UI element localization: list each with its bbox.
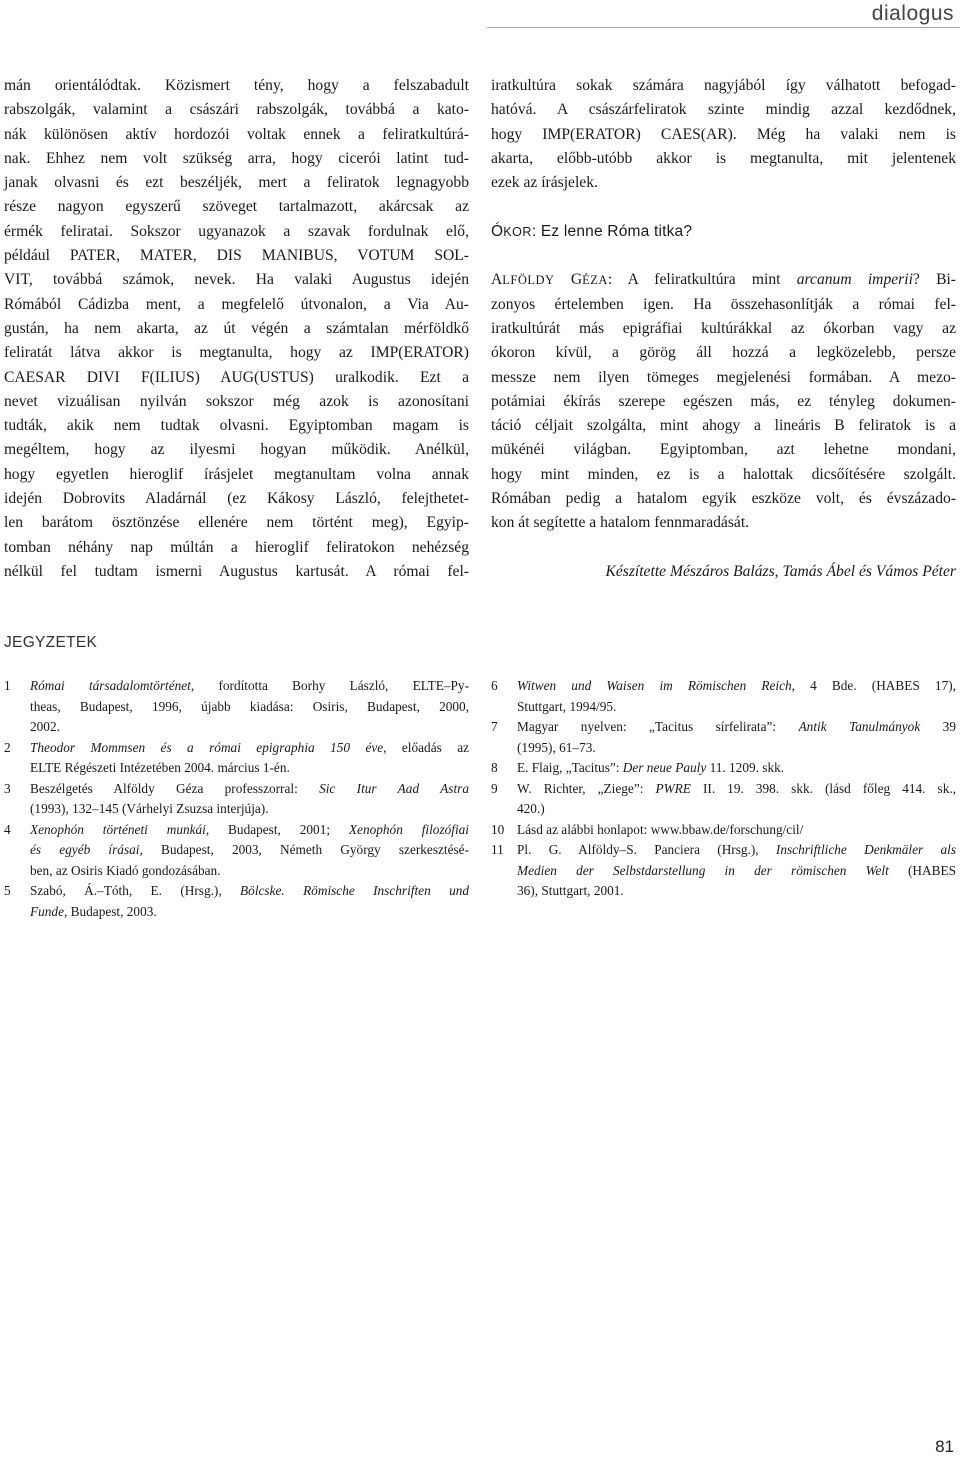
note-text — [30, 676, 469, 738]
text-line: nevet vizuálisan nyilván sokszor még azok is azonosítani — [4, 392, 469, 410]
text-line: nélkül fel tudtam ismerni Augustus kartusát. A római fel- — [4, 562, 469, 580]
note-plain-text: 36), Stuttgart, 2001. — [517, 883, 624, 898]
note-title-text: Bölcske. Römische Inschriften und — [240, 883, 470, 898]
note-title-text: Római társadalomtörténet, — [30, 678, 195, 693]
note-plain-text: Stuttgart, 1994/95. — [517, 698, 617, 714]
note-number: 5 — [4, 883, 11, 898]
note-title-text: Antik Tanulmányok — [798, 719, 921, 734]
credit-line: Készítette Mészáros Balázs, Tamás Ábel és Vámos Péter — [605, 562, 956, 580]
note-plain-text: ELTE Régészeti Intézetében 2004. március 1-én. — [30, 760, 290, 775]
note-plain-text: 420.) — [517, 801, 545, 816]
notes-list-left — [4, 676, 469, 922]
text-line: zonyos értelemben igen. Ha összehasonlítják a római fel- — [491, 295, 956, 313]
answer-paragraph — [491, 293, 956, 536]
question-heading: ÓKOR: Ez lenne Róma titka? — [491, 222, 693, 240]
note-plain-text: W. Richter, „Ziege”: — [517, 780, 656, 796]
note-number: 4 — [4, 821, 11, 837]
text-line: ókoron kívül, a görög áll hozzá a legközelebb, persze — [491, 344, 956, 362]
text-line: VIT, továbbá számok, nevek. Ha valaki Augustus idején — [4, 271, 469, 289]
note-text — [30, 779, 469, 820]
note-title-text: Medien der Selbstdarstellung in der römischen Welt — [517, 862, 889, 878]
note-item — [4, 738, 469, 779]
text-line: mükénéi világban. Egyiptomban, azt lehetne mondani, — [491, 441, 956, 459]
text-line: érmék feliratai. Sokszor ugyanazok a szavak fordulnak elő, — [4, 222, 469, 240]
note-plain-text: Szabó, Á.–Tóth, E. (Hrsg.), — [30, 883, 241, 898]
text-line: janak olvasni és ezt beszéljék, mert a feliratok legnagyobb — [4, 174, 469, 192]
text-line: tomban néhány nap múltán a hieroglif feliratokon nehézség — [4, 538, 469, 556]
note-title-text: Witwen und Waisen im Römischen Reich — [517, 678, 792, 693]
note-plain-text: ben, az Osiris Kiadó gondozásában. — [30, 862, 221, 878]
note-title-text: PWRE — [655, 780, 691, 796]
note-text — [517, 676, 956, 717]
text-line: hatóvá. A császárfeliratok szinte mindig azzal kezdődnek, — [491, 101, 956, 119]
note-plain-text: 2002. — [30, 719, 60, 734]
note-number: 10 — [491, 821, 505, 837]
text-line: iratkultúrát más epigráfiai kultúrákkal az ókorban vagy az — [491, 319, 956, 337]
notes-title: JEGYZETEK — [4, 634, 98, 651]
answer-first-line: ALFÖLDY GÉZA: A feliratkultúra mint arcanum imperii? Bi- — [491, 271, 956, 289]
text-line: része nagyon egyszerű szöveget tartalmazott, akárcsak az — [4, 198, 469, 216]
note-plain-text: Lásd az alábbi honlapot: www.bbaw.de/forschung/cil/ — [517, 821, 804, 837]
note-number: 1 — [4, 678, 11, 693]
note-number: 8 — [491, 760, 498, 775]
note-plain-text: II. 19. 398. skk. (lásd főleg 414. sk., — [690, 780, 956, 796]
text-line: rabszolgák, valamint a császári rabszolgák, továbbá a kato- — [4, 101, 469, 119]
note-item — [4, 820, 469, 882]
note-item — [491, 758, 956, 779]
text-line: mán orientálódtak. Közismert tény, hogy a felszabadult — [4, 77, 469, 94]
header-rule — [487, 27, 960, 28]
note-item — [491, 779, 956, 820]
text-line: tudták, akik nem tudtak olvasni. Egyiptomban magam is — [4, 417, 469, 435]
text-line: Rómából Cádizba ment, a megfelelő útvonalon, a Via Au- — [4, 295, 469, 313]
note-title-text: Theodor Mommsen és a római epigraphia 150 éve — [30, 739, 384, 755]
text-line: megéltem, hogy az ilyesmi hogyan működik. Anélkül, — [4, 441, 469, 459]
paragraph — [491, 74, 956, 195]
note-title-text: és egyéb írásai, — [30, 842, 143, 857]
note-plain-text: Budapest, 2003, Németh György szerkesztésé- — [142, 842, 469, 857]
text-line: kon át segítette a hatalom fennmaradását. — [491, 514, 750, 532]
notes-list-right — [491, 676, 956, 902]
note-plain-text: fordította Borhy László, ELTE–Py- — [194, 678, 469, 693]
note-item — [491, 676, 956, 717]
note-text — [30, 738, 469, 779]
text-line: messze nem ilyen tömeges megjelenési formában. A mezo- — [491, 368, 956, 386]
note-item — [4, 881, 469, 922]
text-line: nak. Ehhez nem volt szükség arra, hogy cicerói latint tud- — [4, 149, 469, 167]
text-line: gustán, ha nem akarta, az út végén a számtalan mérföldkő — [4, 319, 469, 337]
note-title-text: Inschriftliche Denkmäler als — [775, 842, 956, 857]
note-title-text: Sic Itur Aad Astra — [319, 780, 469, 796]
note-plain-text: Beszélgetés Alföldy Géza professzorral: — [30, 780, 320, 796]
note-text — [517, 717, 956, 758]
text-line: hogy egyetlen hieroglif írásjelet megtanultam volna annak — [4, 465, 469, 483]
note-plain-text: , Budapest, 2003. — [63, 903, 157, 919]
note-number: 3 — [4, 780, 11, 796]
note-title-text: Funde — [30, 903, 64, 919]
note-plain-text: Budapest, 2001; — [209, 821, 349, 837]
section-title: dialogus — [871, 2, 954, 25]
note-number: 9 — [491, 780, 498, 796]
note-plain-text: (HABES — [888, 862, 956, 878]
text-line: CAESAR DIVI F(ILIUS) AUG(USTUS) uralkodik. Ezt a — [4, 368, 469, 386]
text-line: Rómában pedig a hatalom egyik eszköze volt, és évszázado- — [491, 490, 956, 508]
note-item — [491, 840, 956, 902]
note-text — [30, 820, 469, 882]
note-plain-text: , 4 Bde. (HABES 17), — [791, 678, 956, 693]
text-line: feliratát látva akkor is megtanulta, hogy az IMP(ERATOR) — [4, 344, 469, 362]
note-text — [517, 758, 956, 779]
text-line: hogy IMP(ERATOR) CAES(AR). Még ha valaki nem is — [491, 125, 956, 143]
note-item — [4, 779, 469, 820]
text-line: nák különösen aktív hordozói voltak ennek a feliratkultúrá- — [4, 125, 469, 143]
note-text — [517, 840, 956, 902]
text-line: táció céljait szolgálta, mint ahogy a lineáris B feliratok is a — [491, 417, 956, 435]
note-plain-text: (1993), 132–145 (Várhelyi Zsuzsa interjúja). — [30, 801, 269, 816]
note-number: 11 — [491, 842, 504, 857]
note-text — [517, 779, 956, 820]
note-item — [491, 820, 956, 841]
note-title-text: Xenophón filozófiai — [348, 821, 469, 837]
text-line: akarta, előbb-utóbb akkor is megtanulta, mit jelentenek — [491, 149, 956, 167]
page-number: 81 — [935, 1437, 954, 1456]
text-line: ezek az írásjelek. — [491, 174, 598, 192]
speaker-name: ALFÖLDY GÉZA — [491, 271, 608, 289]
text-line: például PATER, MATER, DIS MANIBUS, VOTUM SOL- — [4, 247, 469, 265]
text-line: hogy mint minden, ez is a halottak dicsőítésére szolgált. — [491, 465, 956, 483]
text-line: idején Dobrovits Aladárnál (ez Kákosy László, felejthetet- — [4, 490, 469, 508]
note-plain-text: theas, Budapest, 1996, újabb kiadása: Osiris, Budapest, 2000, — [30, 698, 469, 714]
note-number: 2 — [4, 739, 11, 755]
note-plain-text: E. Flaig, „Tacitus”: — [517, 760, 623, 775]
body-column-right — [491, 74, 956, 584]
text-line: potámiai ékírás szerepe egészen más, ez tényleg dokumen- — [491, 392, 956, 410]
text-line: iratkultúra sokak számára nagyjából így válhatott befogad- — [491, 77, 956, 94]
text-line: len barátom ösztönzése ellenére nem történt meg), Egyip- — [4, 514, 469, 532]
note-title-text: Der neue Pauly — [622, 760, 707, 775]
note-title-text: Xenophón történeti munkái, — [30, 821, 210, 837]
note-plain-text: Magyar nyelven: „Tacitus sírfelirata”: — [517, 719, 799, 734]
note-text — [30, 881, 469, 922]
note-item — [4, 676, 469, 738]
note-number: 7 — [491, 719, 498, 734]
note-plain-text: 39 — [920, 719, 956, 734]
note-number: 6 — [491, 678, 498, 693]
note-plain-text: (1995), 61–73. — [517, 739, 596, 755]
note-plain-text: 11. 1209. skk. — [706, 760, 785, 775]
note-plain-text: , előadás az — [383, 739, 469, 755]
body-column-left — [4, 74, 469, 584]
note-plain-text: Pl. G. Alföldy–S. Panciera (Hrsg.), — [517, 842, 776, 857]
note-text — [517, 820, 956, 841]
note-item — [491, 717, 956, 758]
